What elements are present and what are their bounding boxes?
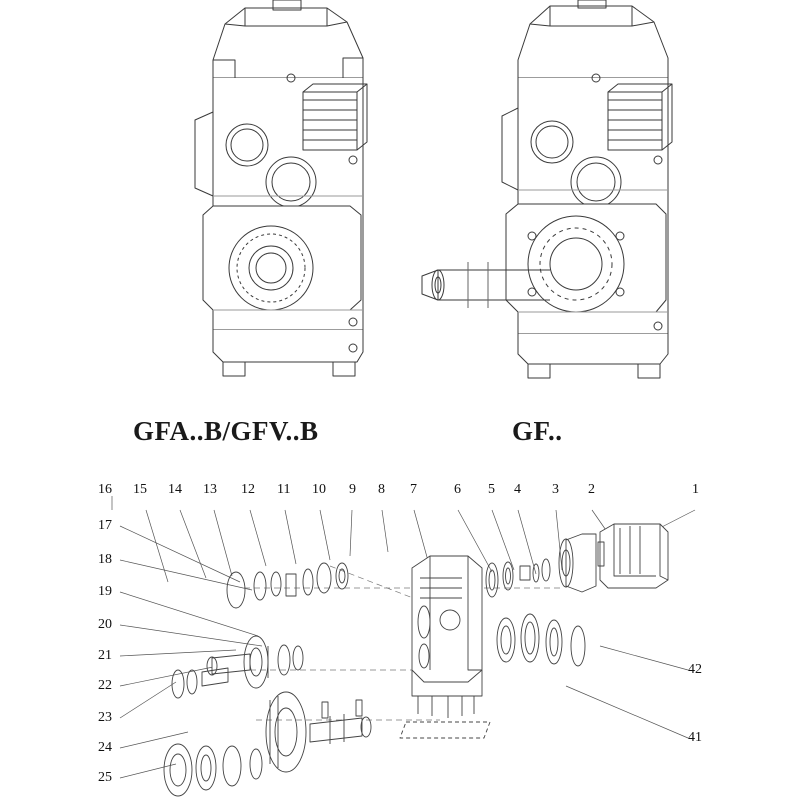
- callout-5: 5: [488, 482, 495, 497]
- callout-18: 18: [98, 552, 112, 567]
- callout-41: 41: [688, 730, 702, 745]
- callout-13: 13: [203, 482, 217, 497]
- gearbox-left-view: [95, 0, 395, 400]
- callout-15: 15: [133, 482, 147, 497]
- callout-19: 19: [98, 584, 112, 599]
- callout-21: 21: [98, 648, 112, 663]
- exploded-assembly-diagram: [0, 470, 800, 800]
- callout-2: 2: [588, 482, 595, 497]
- callout-8: 8: [378, 482, 385, 497]
- callout-3: 3: [552, 482, 559, 497]
- callout-42: 42: [688, 662, 702, 677]
- callout-22: 22: [98, 678, 112, 693]
- callout-11: 11: [277, 482, 291, 497]
- callout-14: 14: [168, 482, 182, 497]
- caption-left: GFA..B/GFV..B: [133, 416, 319, 446]
- callout-6: 6: [454, 482, 461, 497]
- callout-20: 20: [98, 617, 112, 632]
- callout-25: 25: [98, 770, 112, 785]
- callout-17: 17: [98, 518, 112, 533]
- callout-24: 24: [98, 740, 112, 755]
- callout-9: 9: [349, 482, 356, 497]
- callout-7: 7: [410, 482, 417, 497]
- callout-12: 12: [241, 482, 255, 497]
- callout-23: 23: [98, 710, 112, 725]
- caption-right: GF..: [512, 416, 563, 446]
- callout-4: 4: [514, 482, 521, 497]
- callout-16: 16: [98, 482, 112, 497]
- callout-1: 1: [692, 482, 699, 497]
- callout-10: 10: [312, 482, 326, 497]
- gearbox-right-view: [410, 0, 710, 400]
